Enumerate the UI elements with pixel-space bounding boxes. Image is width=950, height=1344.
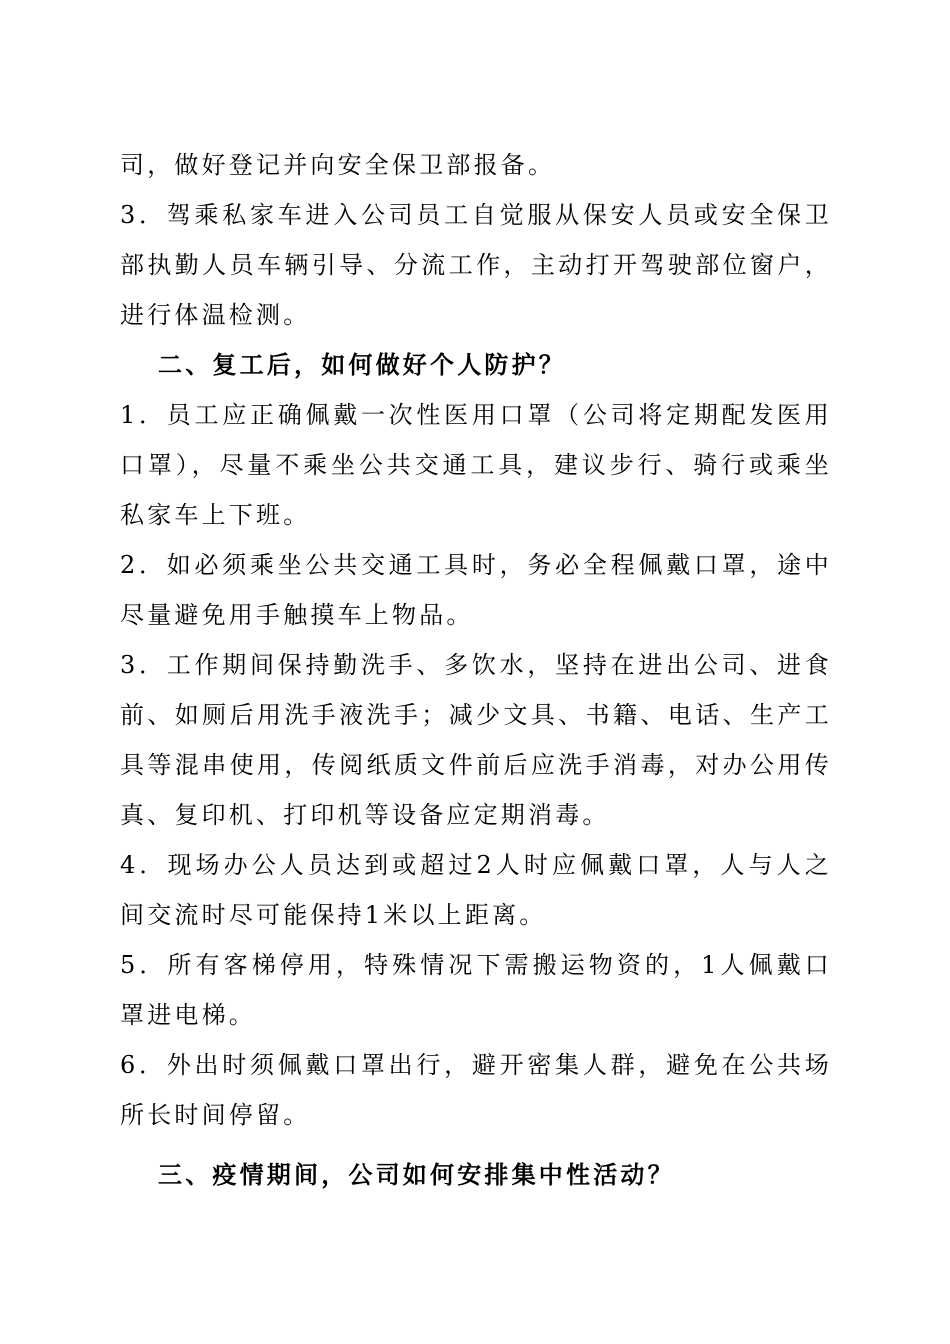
paragraph-item-3-hygiene: 3．工作期间保持勤洗手、多饮水，坚持在进出公司、进食前、如厕后用洗手液洗手；减少文具、书籍、电话、生产工具等混串使用，传阅纸质文件前后应洗手消毒，对办公用传真、复印机、打印机等设备应定期消毒。	[120, 651, 832, 829]
paragraph-item-2-public-transport: 2．如必须乘坐公共交通工具时，务必全程佩戴口罩，途中尽量避免用手触摸车上物品。	[120, 551, 832, 629]
paragraph-item-1-mask: 1．员工应正确佩戴一次性医用口罩（公司将定期配发医用口罩），尽量不乘坐公共交通工具，建议步行、骑行或乘坐私家车上下班。	[120, 401, 832, 529]
paragraph-continuation: 司，做好登记并向安全保卫部报备。	[120, 151, 556, 179]
paragraph-item-3-private-car: 3．驾乘私家车进入公司员工自觉服从保安人员或安全保卫部执勤人员车辆引导、分流工作，主动打开驾驶部位窗户，进行体温检测。	[120, 201, 832, 329]
section-heading-2: 二、复工后，如何做好个人防护？	[158, 351, 566, 379]
paragraph-item-5-elevator: 5．所有客梯停用，特殊情况下需搬运物资的，1人佩戴口罩进电梯。	[120, 951, 832, 1029]
paragraph-item-6-outing: 6．外出时须佩戴口罩出行，避开密集人群，避免在公共场所长时间停留。	[120, 1051, 832, 1129]
paragraph-item-4-distance: 4．现场办公人员达到或超过2人时应佩戴口罩，人与人之间交流时尽可能保持1米以上距离。	[120, 851, 832, 929]
section-heading-3: 三、疫情期间，公司如何安排集中性活动？	[158, 1161, 675, 1189]
document-body	[120, 140, 832, 1200]
